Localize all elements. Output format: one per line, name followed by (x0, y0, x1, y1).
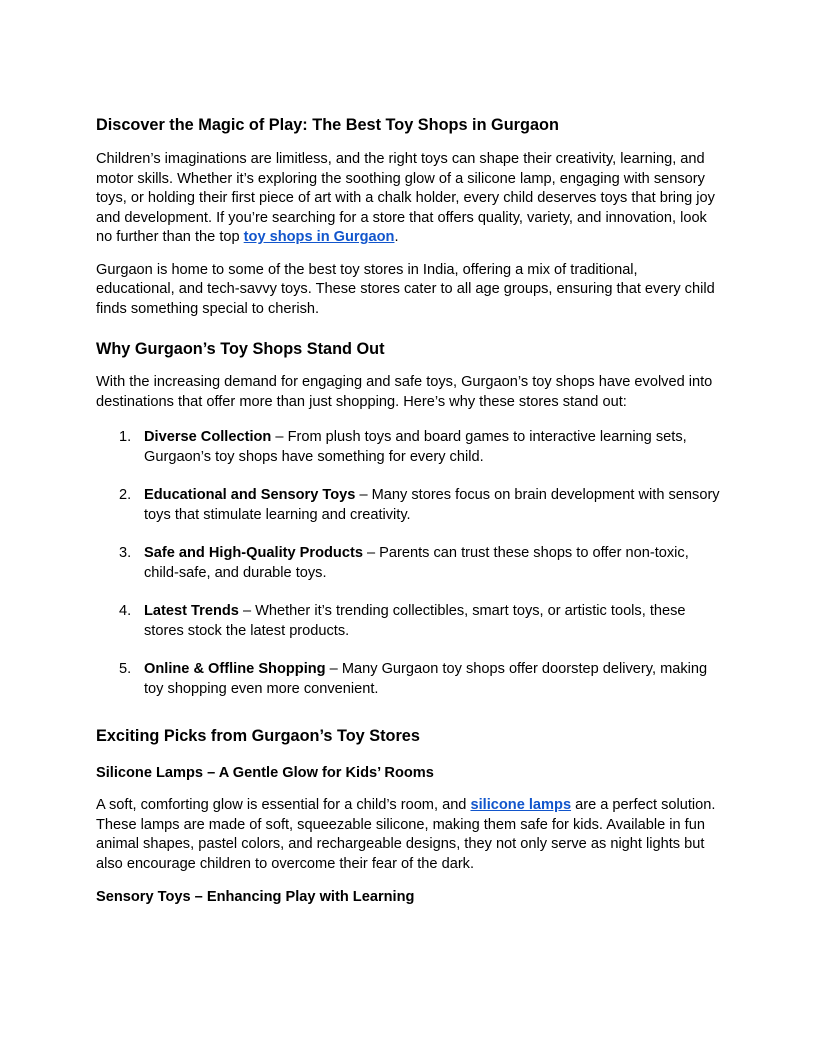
why-intro: With the increasing demand for engaging and safe toys, Gurgaon’s toy shops have evolved into destinations that offer more than just shopping. Here’s why these stores stand out: (96, 374, 713, 410)
intro-end: . (394, 229, 399, 245)
silicone-lamps-heading: Silicone Lamps – A Gentle Glow for Kids’ Rooms (96, 765, 434, 781)
list-number: 5. (119, 661, 132, 677)
list-item (96, 602, 720, 641)
list-item-title: Educational and Sensory Toys (144, 487, 356, 503)
list-number: 1. (119, 429, 132, 445)
page-title: Discover the Magic of Play: The Best Toy Shops in Gurgaon (96, 116, 559, 134)
silicone-lamps-paragraph (96, 796, 720, 874)
reasons-list (96, 428, 720, 699)
list-item-title: Diverse Collection (144, 429, 272, 445)
sensory-toys-heading: Sensory Toys – Enhancing Play with Learning (96, 889, 415, 905)
list-item (96, 544, 720, 583)
silicone-lamps-link[interactable]: silicone lamps (470, 797, 572, 813)
list-item-title: Online & Offline Shopping (144, 661, 326, 677)
lamps-text-start: A soft, comforting glow is essential for a child’s room, and (96, 797, 471, 813)
list-number: 2. (119, 487, 132, 503)
list-number: 4. (119, 603, 132, 619)
intro-paragraph-2: Gurgaon is home to some of the best toy stores in India, offering a mix of traditional, educational, and tech-savvy toys. These stores cater to all age groups, ensuring that every child finds something special to cherish. (96, 261, 715, 317)
list-item-title: Latest Trends (144, 603, 239, 619)
list-item (96, 660, 720, 699)
list-item-text: – Many Gurgaon toy shops offer doorstep delivery, making toy shopping even more convenient. (144, 661, 708, 697)
list-item-text: – Many stores focus on brain development with sensory toys that stimulate learning and creativity. (144, 487, 720, 523)
lamps-text-end: are a perfect solution. These lamps are made of soft, squeezable silicone, making them safe for kids. Available in fun animal shapes, pastel colors, and rechargeable designs, they not only serve as night lights but also encourage children to overcome their fear of the dark. (96, 797, 716, 872)
why-heading: Why Gurgaon’s Toy Shops Stand Out (96, 340, 385, 358)
list-item (96, 428, 720, 467)
list-item-text: – Parents can trust these shops to offer non-toxic, child-safe, and durable toys. (144, 545, 689, 581)
toy-shops-link[interactable]: toy shops in Gurgaon (243, 229, 395, 245)
list-item-title: Safe and High-Quality Products (144, 545, 363, 561)
list-item (96, 486, 720, 525)
picks-heading: Exciting Picks from Gurgaon’s Toy Stores (96, 727, 420, 745)
list-item-text: – From plush toys and board games to interactive learning sets, Gurgaon’s toy shops have something for every child. (144, 429, 687, 465)
list-item-text: – Whether it’s trending collectibles, smart toys, or artistic tools, these stores stock the latest products. (144, 603, 686, 639)
intro-text: Children’s imaginations are limitless, and the right toys can shape their creativity, learning, and motor skills. Whether it’s exploring the soothing glow of a silicone lamp, engaging with sensory toys, or holding their first piece of art with a chalk holder, every child deserves toys that bring joy and development. If you’re searching for a store that offers quality, variety, and innovation, look no further than the top (96, 151, 715, 245)
intro-paragraph (96, 150, 720, 248)
list-number: 3. (119, 545, 132, 561)
